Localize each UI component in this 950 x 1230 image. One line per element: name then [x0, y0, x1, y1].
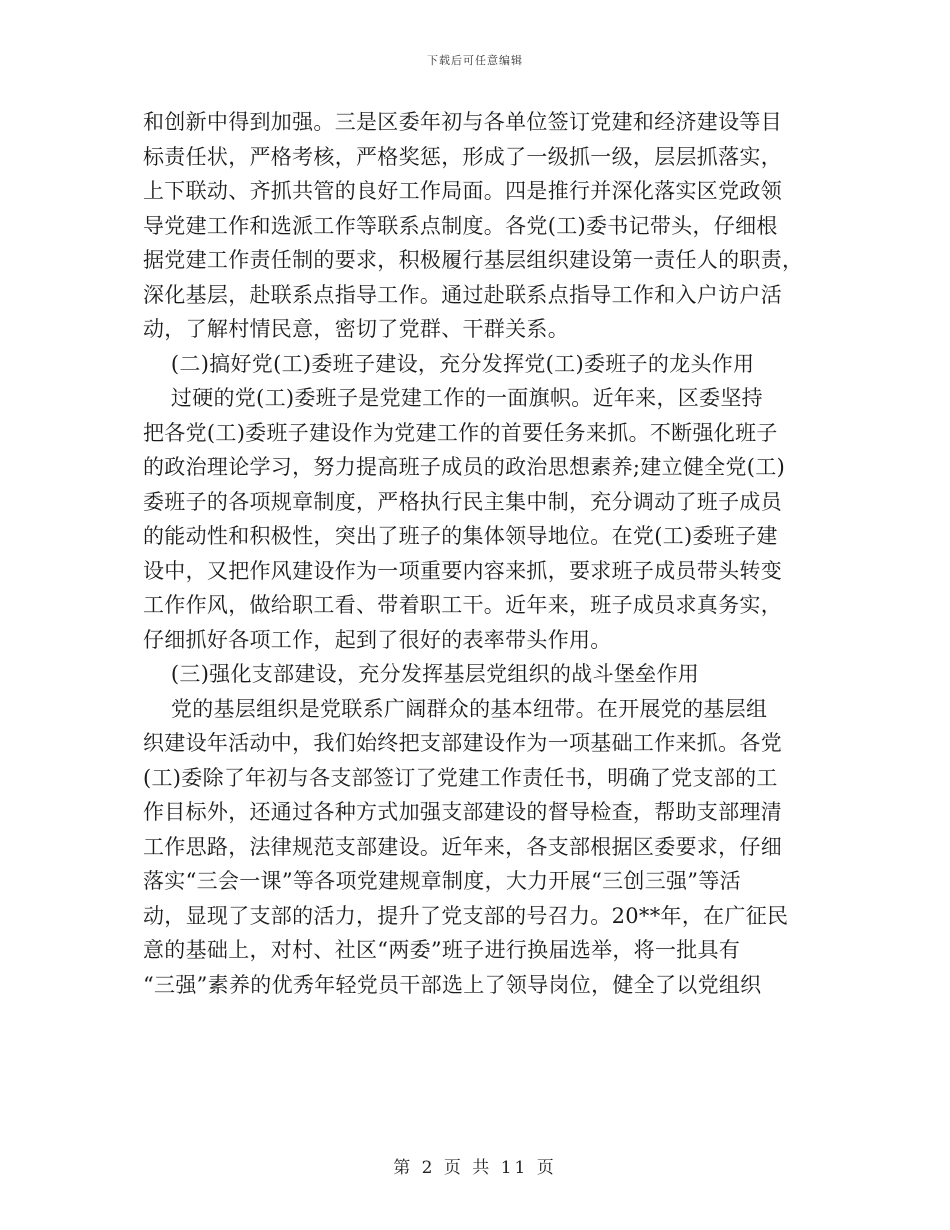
- section-heading: (二)搞好党(工)委班子建设，充分发挥党(工)委班子的龙头作用: [143, 351, 755, 376]
- body-line: 的能动性和积极性，突出了班子的集体领导地位。在党(工)委班子建: [143, 524, 778, 548]
- body-line: 党的基层组织是党联系广阔群众的基本纽带。在开展党的基层组: [143, 696, 768, 721]
- body-line: 把各党(工)委班子建设作为党建工作的首要任务来抓。不断强化班子: [143, 420, 778, 445]
- body-line: 仔细抓好各项工作，起到了很好的表率带头作用。: [143, 627, 612, 652]
- body-line: 和创新中得到加强。三是区委年初与各单位签订党建和经济建设等目: [143, 110, 782, 134]
- body-line: 上下联动、齐抓共管的良好工作局面。四是推行并深化落实区党政领: [143, 179, 782, 203]
- document-body: [143, 105, 813, 1002]
- body-line: 落实“三会一课”等各项党建规章制度，大力开展“三创三强”等活: [143, 869, 741, 893]
- body-line: 过硬的党(工)委班子是党建工作的一面旗帜。近年来，区委坚持: [143, 386, 763, 410]
- body-line: 动，显现了支部的活力，提升了党支部的号召力。20**年，在广征民: [143, 903, 789, 928]
- body-line: 据党建工作责任制的要求，积极履行基层组织建设第一责任人的职责，: [143, 248, 804, 272]
- page-header: 下载后可任意编辑: [427, 54, 523, 67]
- body-line: “三强”素养的优秀年轻党员干部选上了领导岗位，健全了以党组织: [143, 972, 762, 997]
- body-line: 的政治理论学习，努力提高班子成员的政治思想素养;建立健全党(工): [143, 455, 786, 479]
- page-number-footer: 第 2 页 共 11 页: [393, 1158, 557, 1178]
- body-line: 工作作风，做给职工看、带着职工干。近年来，班子成员求真务实，: [143, 593, 782, 617]
- body-line: 设中，又把作风建设作为一项重要内容来抓，要求班子成员带头转变: [143, 558, 782, 583]
- body-line: 动，了解村情民意，密切了党群、干群关系。: [143, 317, 569, 341]
- body-line: 导党建工作和选派工作等联系点制度。各党(工)委书记带头，仔细根: [143, 213, 778, 238]
- body-line: 委班子的各项规章制度，严格执行民主集中制，充分调动了班子成员: [143, 489, 782, 514]
- section-heading: (三)强化支部建设，充分发挥基层党组织的战斗堡垒作用: [143, 662, 700, 686]
- body-line: 织建设年活动中，我们始终把支部建设作为一项基础工作来抓。各党: [143, 731, 782, 755]
- body-line: 标责任状，严格考核，严格奖惩，形成了一级抓一级，层层抓落实，: [143, 144, 782, 169]
- body-line: 作目标外，还通过各种方式加强支部建设的督导检查，帮助支部理清: [143, 800, 782, 824]
- body-line: (工)委除了年初与各支部签订了党建工作责任书，明确了党支部的工: [143, 765, 778, 790]
- body-line: 工作思路，法律规范支部建设。近年来，各支部根据区委要求，仔细: [143, 834, 782, 859]
- body-line: 深化基层，赴联系点指导工作。通过赴联系点指导工作和入户访户活: [143, 282, 782, 307]
- body-line: 意的基础上，对村、社区“两委”班子进行换届选举，将一批具有: [143, 938, 741, 962]
